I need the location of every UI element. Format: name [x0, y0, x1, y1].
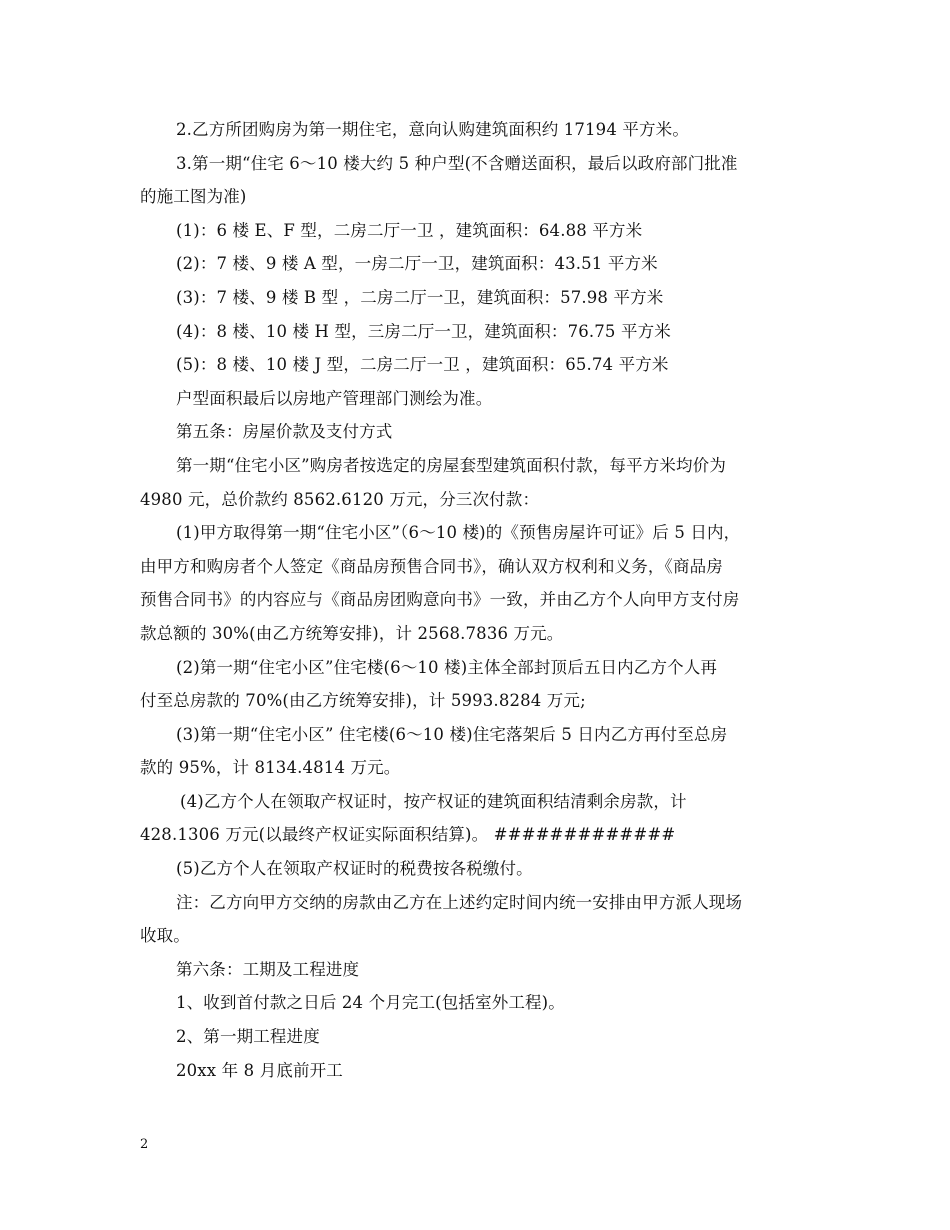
text-line: (4)乙方个人在领取产权证时，按产权证的建筑面积结清剩余房款，计: [180, 791, 687, 811]
text-line: 户型面积最后以房地产管理部门测绘为准。: [176, 388, 493, 408]
text-line: 付至总房款的 70%(由乙方统筹安排)，计 5993.8284 万元;: [140, 691, 586, 711]
text-line: 第一期“住宅小区”购房者按选定的房屋套型建筑面积付款，每平方米均价为: [176, 455, 726, 475]
page-number: 2: [140, 1137, 149, 1152]
text-line: (3)第一期“住宅小区” 住宅楼(6～10 楼)住宅落架后 5 日内乙方再付至总房: [176, 724, 728, 744]
text-line: (1)甲方取得第一期“住宅小区”（6～10 楼)的《预售房屋许可证》后 5 日内，: [176, 523, 741, 543]
text-line: 20xx 年 8 月底前开工: [176, 1060, 343, 1080]
text-line: 款的 95%，计 8134.4814 万元。: [140, 758, 401, 778]
text-line: 款总额的 30%(由乙方统筹安排)，计 2568.7836 万元。: [140, 623, 564, 643]
text-line: (2)：7 楼、9 楼 A 型，一房二厅一卫，建筑面积：43.51 平方米: [176, 254, 658, 274]
text-line: (3)：7 楼、9 楼 B 型 ，二房二厅一卫，建筑面积：57.98 平方米: [176, 287, 664, 307]
text-line: 1、收到首付款之日后 24 个月完工(包括室外工程)。: [176, 993, 565, 1013]
section-heading: 第五条：房屋价款及支付方式: [176, 422, 393, 442]
text-line: 预售合同书》的内容应与《商品房团购意向书》一致，并由乙方个人向甲方支付房: [140, 590, 740, 610]
text-line: (4)：8 楼、10 楼 H 型，三房二厅一卫，建筑面积：76.75 平方米: [176, 321, 671, 341]
text-line: (1)：6 楼 E、F 型，二房二厅一卫 ，建筑面积：64.88 平方米: [176, 220, 643, 240]
text-line: 的施工图为准): [140, 187, 247, 207]
text-line: 2、第一期工程进度: [176, 1027, 320, 1047]
text-line: 收取。: [140, 926, 190, 946]
text-line: 428.1306 万元(以最终产权证实际面积结算)。 #############: [140, 825, 676, 845]
text-line: (2)第一期“住宅小区”住宅楼(6～10 楼)主体全部封顶后五日内乙方个人再: [176, 657, 718, 677]
document-body: [140, 113, 812, 1087]
text-line: 注：乙方向甲方交纳的房款由乙方在上述约定时间内统一安排由甲方派人现场: [176, 892, 743, 912]
text-line: 由甲方和购房者个人签定《商品房预售合同书》，确认双方权利和义务，《商品房: [140, 556, 723, 576]
text-line: (5)：8 楼、10 楼 J 型，二房二厅一卫 ，建筑面积：65.74 平方米: [176, 355, 669, 375]
text-line: (5)乙方个人在领取产权证时的税费按各税缴付。: [176, 859, 533, 879]
text-line: 3.第一期“住宅 6～10 楼大约 5 种户型(不含赠送面积，最后以政府部门批准: [176, 153, 738, 173]
text-line: 2.乙方所团购房为第一期住宅，意向认购建筑面积约 17194 平方米。: [176, 120, 689, 139]
section-heading: 第六条：工期及工程进度: [176, 959, 360, 979]
text-line: 4980 元，总价款约 8562.6120 万元，分三次付款：: [140, 489, 540, 509]
